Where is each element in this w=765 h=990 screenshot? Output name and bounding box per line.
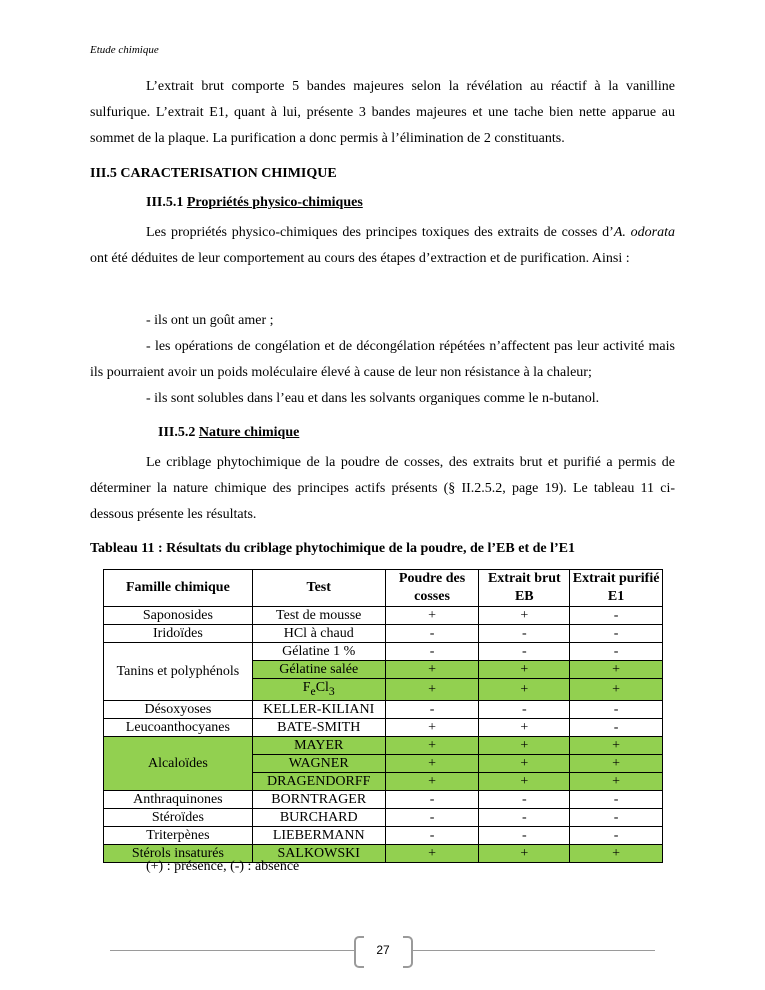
result-cell: - (479, 826, 570, 844)
paragraph-text: Les propriétés physico-chimiques des principes toxiques des extraits de cosses d’ (146, 225, 614, 240)
result-cell: - (479, 625, 570, 643)
result-cell: - (570, 826, 663, 844)
test-cell: Gélatine salée (252, 661, 385, 679)
test-cell: WAGNER (252, 754, 385, 772)
table-row (104, 607, 663, 625)
result-cell: + (479, 718, 570, 736)
result-cell: + (479, 754, 570, 772)
header-cell: Test (252, 570, 385, 607)
result-cell: + (570, 772, 663, 790)
result-cell: + (385, 661, 479, 679)
table-legend: (+) : présence, (-) : absence (146, 859, 300, 874)
result-cell: + (479, 607, 570, 625)
table-row (104, 808, 663, 826)
formula-text: Cl (315, 680, 329, 695)
result-cell: + (385, 772, 479, 790)
result-cell: - (479, 790, 570, 808)
result-cell: - (570, 718, 663, 736)
test-cell-fecl3 (252, 679, 385, 701)
list-item: - ils ont un goût amer ; (146, 313, 274, 328)
result-cell: - (570, 625, 663, 643)
result-cell: + (385, 607, 479, 625)
paragraph-properties (90, 220, 675, 272)
family-cell: Saponosides (104, 607, 253, 625)
footer-bracket-right (403, 936, 413, 968)
family-cell: Alcaloïdes (104, 736, 253, 790)
paragraph-screening: Le criblage phytochimique de la poudre de cosses, des extraits brut et purifié a permis de déterminer la nature chimique des principes actifs présents (§ II.2.5.2, page 19). Le tableau 11 ci-dessous présente les résultats. (90, 455, 675, 522)
result-cell: - (385, 790, 479, 808)
paragraph-text: ont été déduites de leur comportement au cours des étapes d’extraction et de purification. Ainsi : (90, 251, 630, 266)
result-cell: - (479, 808, 570, 826)
test-cell: SALKOWSKI (252, 844, 385, 862)
test-cell: MAYER (252, 736, 385, 754)
formula-subscript: 3 (328, 684, 335, 698)
test-cell: Gélatine 1 % (252, 643, 385, 661)
result-cell: + (385, 718, 479, 736)
species-name: A. odorata (613, 225, 676, 240)
family-cell: Tanins et polyphénols (104, 643, 253, 701)
family-cell: Anthraquinones (104, 790, 253, 808)
result-cell: + (385, 736, 479, 754)
result-cell: + (570, 736, 663, 754)
list-item: - ils sont solubles dans l’eau et dans les solvants organiques comme le n-butanol. (146, 391, 600, 406)
result-cell: + (385, 679, 479, 701)
result-cell: + (570, 844, 663, 862)
table-row (104, 643, 663, 661)
result-cell: - (570, 607, 663, 625)
header-cell: Extrait brut EB (479, 570, 570, 607)
family-cell: Leucoanthocyanes (104, 718, 253, 736)
result-cell: - (385, 643, 479, 661)
result-cell: + (570, 754, 663, 772)
table-row (104, 736, 663, 754)
footer-divider-left (110, 950, 356, 951)
result-cell: - (385, 700, 479, 718)
subsection-number: III.5.1 (146, 195, 184, 210)
header-cell: Famille chimique (104, 570, 253, 607)
family-cell: Iridoïdes (104, 625, 253, 643)
subsection-title: Nature chimique (198, 425, 300, 440)
formula-text: F (302, 680, 311, 695)
family-cell: Triterpènes (104, 826, 253, 844)
result-cell: + (570, 661, 663, 679)
test-cell: DRAGENDORFF (252, 772, 385, 790)
section-heading: III.5 CARACTERISATION CHIMIQUE (90, 166, 337, 181)
running-header: Etude chimique (90, 44, 159, 56)
result-cell: + (479, 772, 570, 790)
list-item: - les opérations de congélation et de décongélation répétées n’affectent pas leur activité mais ils pourraient avoir un poids moléculaire élevé à cause de leur non résistance à la chaleur; (90, 339, 675, 380)
result-cell: - (479, 643, 570, 661)
test-cell: LIEBERMANN (252, 826, 385, 844)
header-cell: Extrait purifié E1 (570, 570, 663, 607)
table-row (104, 790, 663, 808)
result-cell: - (570, 700, 663, 718)
test-cell: BATE-SMITH (252, 718, 385, 736)
result-cell: - (385, 625, 479, 643)
result-cell: + (479, 679, 570, 701)
subsection-heading-1 (146, 195, 363, 211)
result-cell: - (570, 790, 663, 808)
result-cell: + (479, 844, 570, 862)
test-cell: BORNTRAGER (252, 790, 385, 808)
page-number: 27 (376, 943, 390, 957)
result-cell: - (479, 700, 570, 718)
table-row (104, 625, 663, 643)
footer-divider-right (413, 950, 655, 951)
family-cell: Désoxyoses (104, 700, 253, 718)
subsection-heading-2 (158, 425, 299, 441)
result-cell: + (479, 661, 570, 679)
table-row (104, 700, 663, 718)
result-cell: - (570, 808, 663, 826)
table-row (104, 718, 663, 736)
result-cell: - (385, 826, 479, 844)
table-header-row (104, 570, 663, 607)
result-cell: + (479, 736, 570, 754)
family-cell: Stéroïdes (104, 808, 253, 826)
formula-subscript: e (310, 684, 316, 698)
result-cell: - (570, 643, 663, 661)
results-table (103, 569, 663, 863)
table-row (104, 826, 663, 844)
subsection-number: III.5.2 (158, 425, 196, 440)
properties-list (90, 308, 675, 412)
result-cell: + (385, 754, 479, 772)
result-cell: + (570, 679, 663, 701)
table-caption: Tableau 11 : Résultats du criblage phytochimique de la poudre, de l’EB et de l’E1 (90, 541, 575, 556)
subsection-title: Propriétés physico-chimiques (186, 195, 363, 210)
family-cell: Stérols insaturés (104, 844, 253, 862)
footer-bracket-left (354, 936, 364, 968)
header-cell: Poudre des cosses (385, 570, 479, 607)
test-cell: KELLER-KILIANI (252, 700, 385, 718)
result-cell: + (385, 844, 479, 862)
test-cell: BURCHARD (252, 808, 385, 826)
result-cell: - (385, 808, 479, 826)
paragraph-tlc-results: L’extrait brut comporte 5 bandes majeures selon la révélation au réactif à la vanilline sulfurique. L’extrait E1, quant à lui, présente 3 bandes majeures et une tache bien nette apparue au sommet de la plaque. La purification a donc permis à l’élimination de 2 constituants. (90, 79, 675, 146)
test-cell: Test de mousse (252, 607, 385, 625)
test-cell: HCl à chaud (252, 625, 385, 643)
